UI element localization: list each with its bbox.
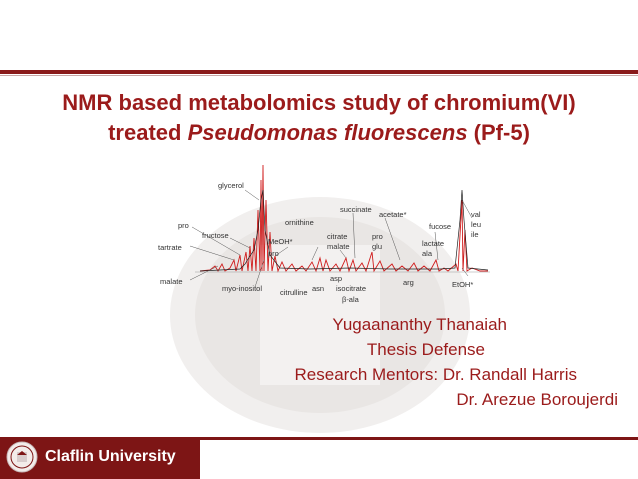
header-rule	[0, 70, 638, 74]
title-prefix: treated	[108, 120, 188, 145]
label-succinate: succinate	[340, 205, 372, 214]
label-pro-left: pro	[178, 221, 189, 230]
label-malate-mid: malate	[327, 242, 350, 251]
label-ala: ala	[422, 249, 433, 258]
event-label: Thesis Defense	[366, 340, 485, 359]
label-citrulline: citrulline	[280, 288, 308, 297]
label-fucose: fucose	[429, 222, 452, 231]
label-pro-mid: pro	[268, 249, 279, 258]
label-val: val	[471, 210, 481, 219]
mentors-line-1: Research Mentors: Dr. Randall Harris	[294, 365, 577, 384]
presenter-name: Yugaananthy Thanaiah	[332, 315, 507, 334]
title-suffix: (Pf-5)	[467, 120, 530, 145]
university-seal-icon	[6, 441, 38, 473]
slide-title	[20, 88, 618, 148]
label-citrate: citrate	[327, 232, 348, 241]
label-beta-ala: β-ala	[342, 295, 359, 304]
label-etoh: EtOH*	[452, 280, 474, 289]
label-arg: arg	[403, 278, 414, 287]
label-glu: glu	[372, 242, 383, 251]
presenter-info	[295, 312, 618, 412]
nmr-spectrum-figure	[150, 160, 500, 310]
mentors-line-2: Dr. Arezue Boroujerdi	[456, 390, 618, 409]
title-line-2	[20, 118, 618, 148]
label-meoh: MeOH*	[268, 237, 293, 246]
footer-rule	[200, 437, 638, 440]
label-pro-right: pro	[372, 232, 383, 241]
label-isocitrate: isocitrate	[336, 284, 367, 293]
label-malate: malate	[160, 277, 183, 286]
label-fructose: fructose	[202, 231, 229, 240]
organism-name: Pseudomonas fluorescens	[187, 120, 468, 145]
label-tartrate: tartrate	[158, 243, 182, 252]
label-acetate: acetate*	[379, 210, 407, 219]
label-asn: asn	[312, 284, 325, 293]
institution-name: Claflin University	[45, 448, 176, 465]
label-glycerol: glycerol	[218, 181, 244, 190]
label-ornithine: ornithine	[285, 218, 314, 227]
label-myo-inositol: myo-inositol	[222, 284, 263, 293]
title-line-1: NMR based metabolomics study of chromium(VI)	[62, 90, 576, 115]
label-ile: ile	[471, 230, 479, 239]
label-lactate: lactate	[422, 239, 445, 248]
header-rule-thin	[0, 75, 638, 76]
label-leu: leu	[471, 220, 482, 229]
label-asp: asp	[330, 274, 343, 283]
